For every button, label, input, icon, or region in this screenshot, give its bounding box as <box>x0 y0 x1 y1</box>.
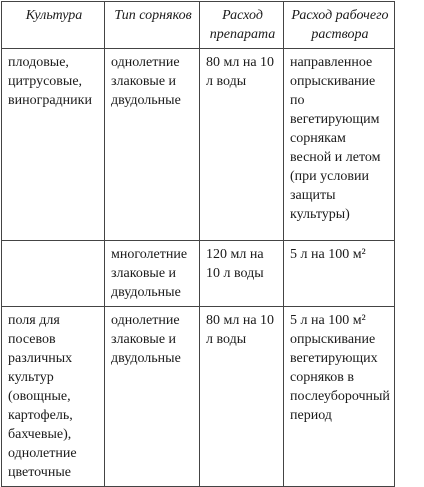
table-row <box>2 49 395 241</box>
solution-rate-value: 5 л на 100 м² <box>290 313 366 328</box>
herbicide-table <box>1 1 395 487</box>
header-culture: Культура <box>2 2 105 49</box>
cell-solution-rate <box>284 307 395 487</box>
cell-weed-type: однолетние злаковые и двудольные <box>105 307 200 487</box>
table-row <box>2 307 395 487</box>
header-solution-rate: Расход рабочего раствора <box>284 2 395 49</box>
cell-solution-rate: 5 л на 100 м² <box>284 241 395 307</box>
cell-drug-rate: 80 мл на 10 л воды <box>200 307 284 487</box>
cell-drug-rate: 120 мл на 10 л воды <box>200 241 284 307</box>
cell-culture: плодовые, цитрусовые, виноградники <box>2 49 105 241</box>
cell-solution-rate: направленное опрыскивание по вегетирующим сорнякам весной и летом (при условии защиты культуры) <box>284 49 395 241</box>
solution-method: опрыскивание вегетирующих сорняков в послеуборочный период <box>290 332 390 423</box>
cell-weed-type: многолетние злаковые и двудольные <box>105 241 200 307</box>
cell-drug-rate: 80 мл на 10 л воды <box>200 49 284 241</box>
cell-culture <box>2 241 105 307</box>
cell-culture: поля для посевов различных культур (овощные, картофель, бахчевые), однолетние цветочные <box>2 307 105 487</box>
cell-weed-type: однолетние злаковые и двудольные <box>105 49 200 241</box>
table-row <box>2 241 395 307</box>
header-weed-type: Тип сорняков <box>105 2 200 49</box>
header-row <box>2 2 395 49</box>
header-drug-rate: Расход препарата <box>200 2 284 49</box>
